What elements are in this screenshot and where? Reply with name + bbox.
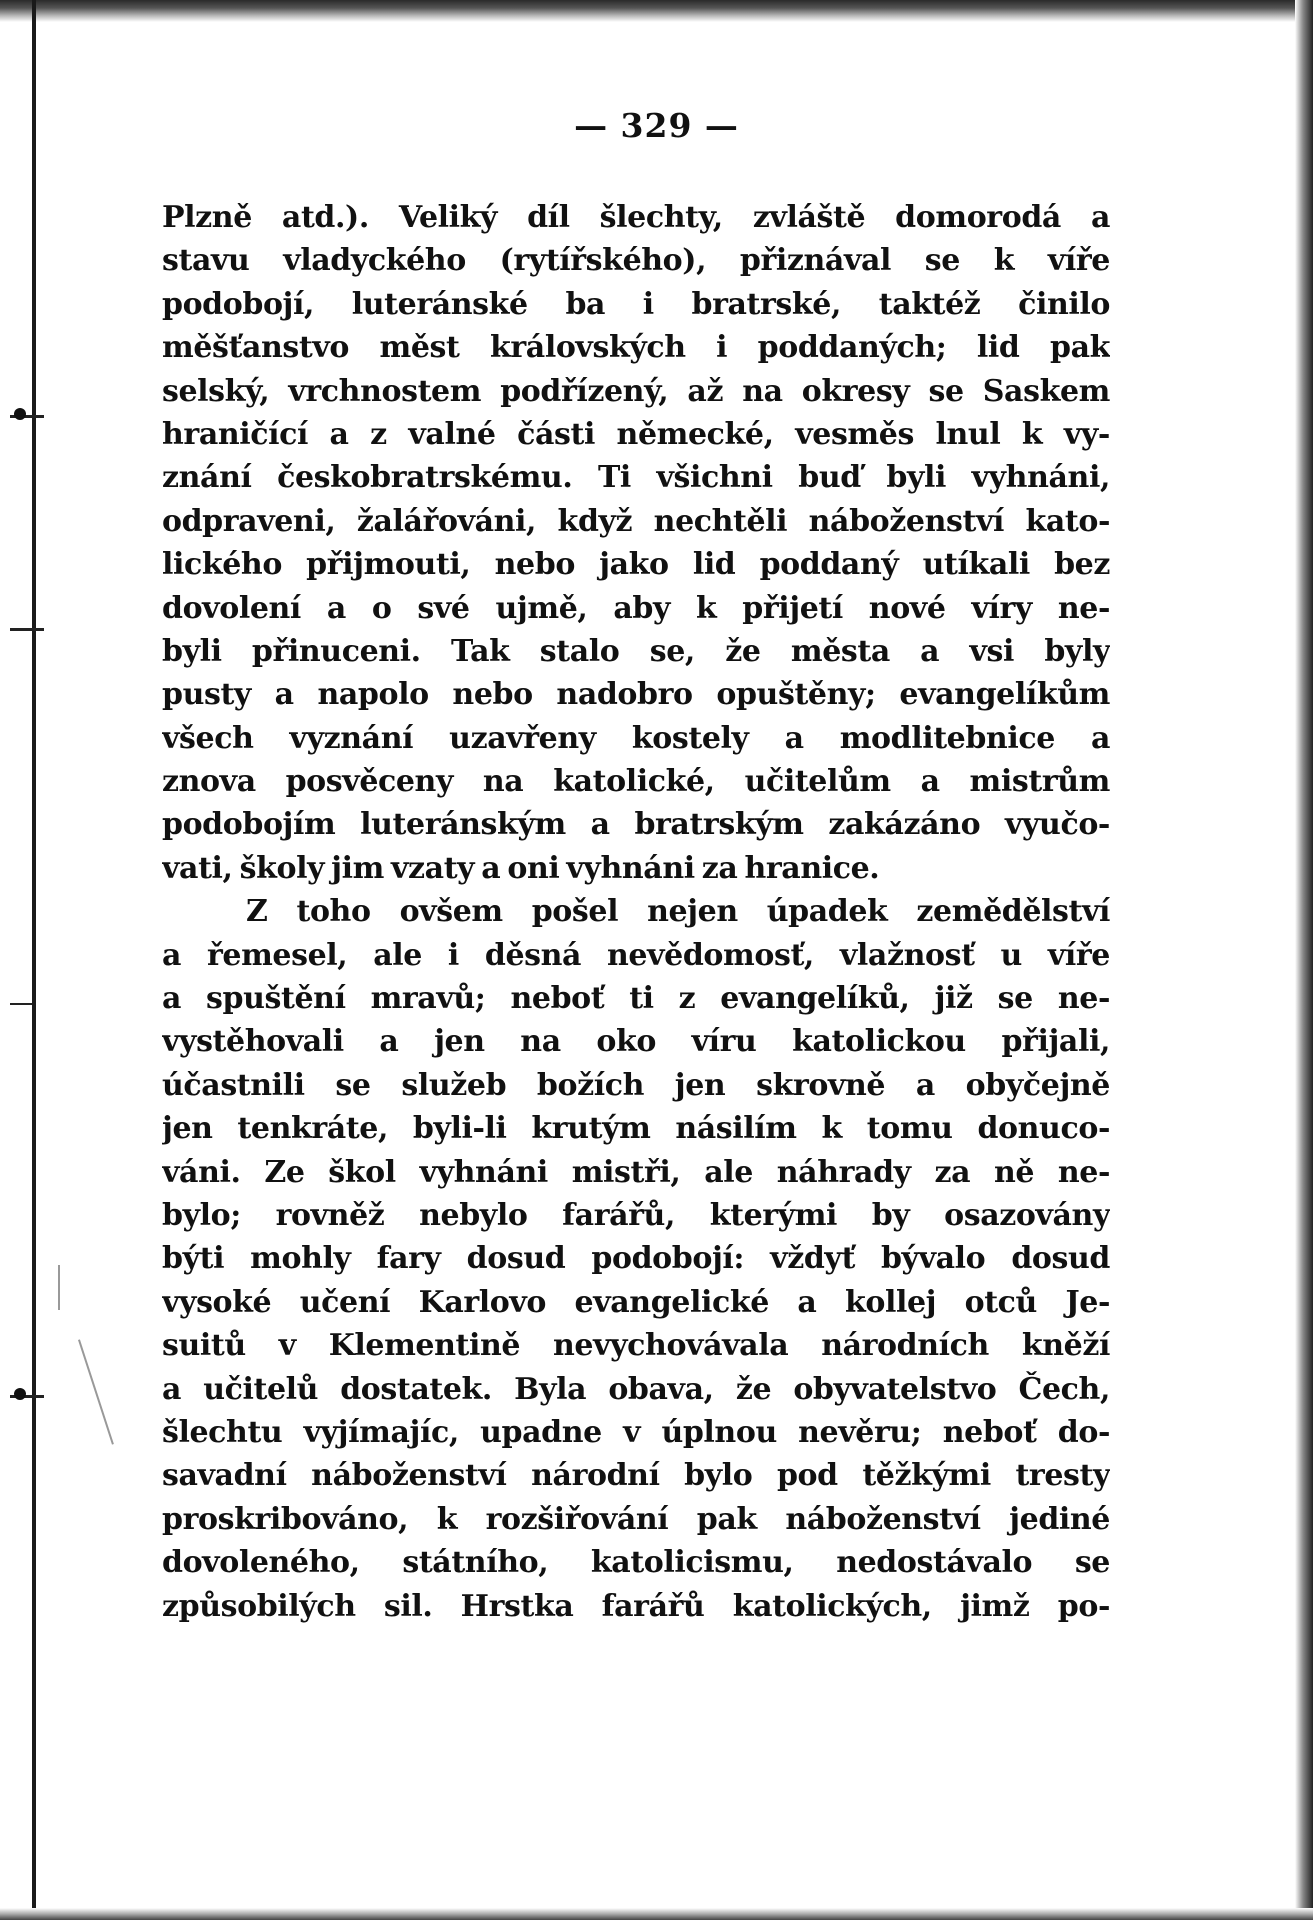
text-line: odpraveni, žalářováni, když nechtěli náboženství kato- xyxy=(162,503,1110,539)
text-line: šlechtu vyjímajíc, upadne v úplnou nevěru; neboť do- xyxy=(162,1414,1110,1450)
paragraph-start-line: Z toho ovšem pošel nejen úpadek zemědělství xyxy=(246,894,1110,930)
scan-scratch xyxy=(58,1265,60,1310)
text-line: hraničící a z valné části německé, vesměs lnul k vy- xyxy=(162,416,1110,452)
text-line: podobojím luteránským a bratrským zakázáno vyučo- xyxy=(162,807,1110,843)
text-line: účastnili se služeb božích jen skrovně a obyčejně xyxy=(162,1067,1110,1103)
text-line: dovolení a o své ujmě, aby k přijetí nové víry ne- xyxy=(162,590,1110,626)
text-line: váni. Ze škol vyhnáni mistři, ale náhrady za ně ne- xyxy=(162,1154,1110,1190)
text-line: vysoké učení Karlovo evangelické a kollej otců Je- xyxy=(162,1284,1110,1320)
scan-dot xyxy=(14,408,26,420)
paragraph-end-line: vati, školy jim vzaty a oni vyhnáni za hranice. xyxy=(162,850,880,886)
text-line: vystěhovali a jen na oko víru katolickou přijali, xyxy=(162,1024,1110,1060)
scan-scratch xyxy=(78,1339,114,1444)
page-binding-edge xyxy=(32,0,36,1920)
text-line: proskribováno, k rozšiřování pak náboženství jediné xyxy=(162,1501,1110,1537)
page-right-edge xyxy=(1295,0,1313,1920)
scan-dot xyxy=(14,1388,26,1400)
scan-mark xyxy=(10,628,44,631)
page-bottom-edge xyxy=(0,1908,1313,1920)
text-line: všech vyznání uzavřeny kostely a modlitebnice a xyxy=(162,720,1110,756)
text-line: suitů v Klementině nevychovávala národních kněží xyxy=(162,1328,1110,1364)
text-line: selský, vrchnostem podřízený, až na okresy se Saskem xyxy=(162,373,1110,409)
text-line: stavu vladyckého (rytířského), přiznával se k víře xyxy=(162,243,1110,279)
text-line: způsobilých sil. Hrstka farářů katolických, jimž po- xyxy=(162,1588,1110,1624)
page-number: — 329 — xyxy=(574,106,739,145)
text-line: býti mohly fary dosud podobojí: vždyť bývalo dosud xyxy=(162,1241,1110,1277)
text-line: savadní náboženství národní bylo pod těžkými tresty xyxy=(162,1458,1110,1494)
body-text xyxy=(162,196,1110,1628)
page-top-edge xyxy=(0,0,1313,22)
text-line: a učitelů dostatek. Byla obava, že obyvatelstvo Čech, xyxy=(162,1371,1110,1407)
text-line: Plzně atd.). Veliký díl šlechty, zvláště domorodá a xyxy=(162,200,1110,235)
text-line: byli přinuceni. Tak stalo se, že města a vsi byly xyxy=(162,633,1110,669)
text-line: znova posvěceny na katolické, učitelům a mistrům xyxy=(162,764,1110,800)
text-line: dovoleného, státního, katolicismu, nedostávalo se xyxy=(162,1545,1110,1581)
text-line: měšťanstvo měst královských i poddaných; lid pak xyxy=(162,330,1110,366)
text-line: a řemesel, ale i děsná nevědomosť, vlažnosť u víře xyxy=(162,937,1110,973)
text-line: pusty a napolo nebo nadobro opuštěny; evangelíkům xyxy=(162,677,1110,713)
text-line: podobojí, luteránské ba i bratrské, taktéž činilo xyxy=(162,286,1110,322)
text-line: lického přijmouti, nebo jako lid poddaný utíkali bez xyxy=(162,547,1110,583)
text-line: znání českobratrskému. Ti všichni buď byli vyhnáni, xyxy=(162,460,1110,496)
text-line: a spuštění mravů; neboť ti z evangelíků, již se ne- xyxy=(162,981,1110,1017)
scan-mark xyxy=(10,1003,32,1005)
text-line: bylo; rovněž nebylo farářů, kterými by osazovány xyxy=(162,1197,1110,1233)
text-line: jen tenkráte, byli-li krutým násilím k tomu donuco- xyxy=(162,1111,1110,1147)
